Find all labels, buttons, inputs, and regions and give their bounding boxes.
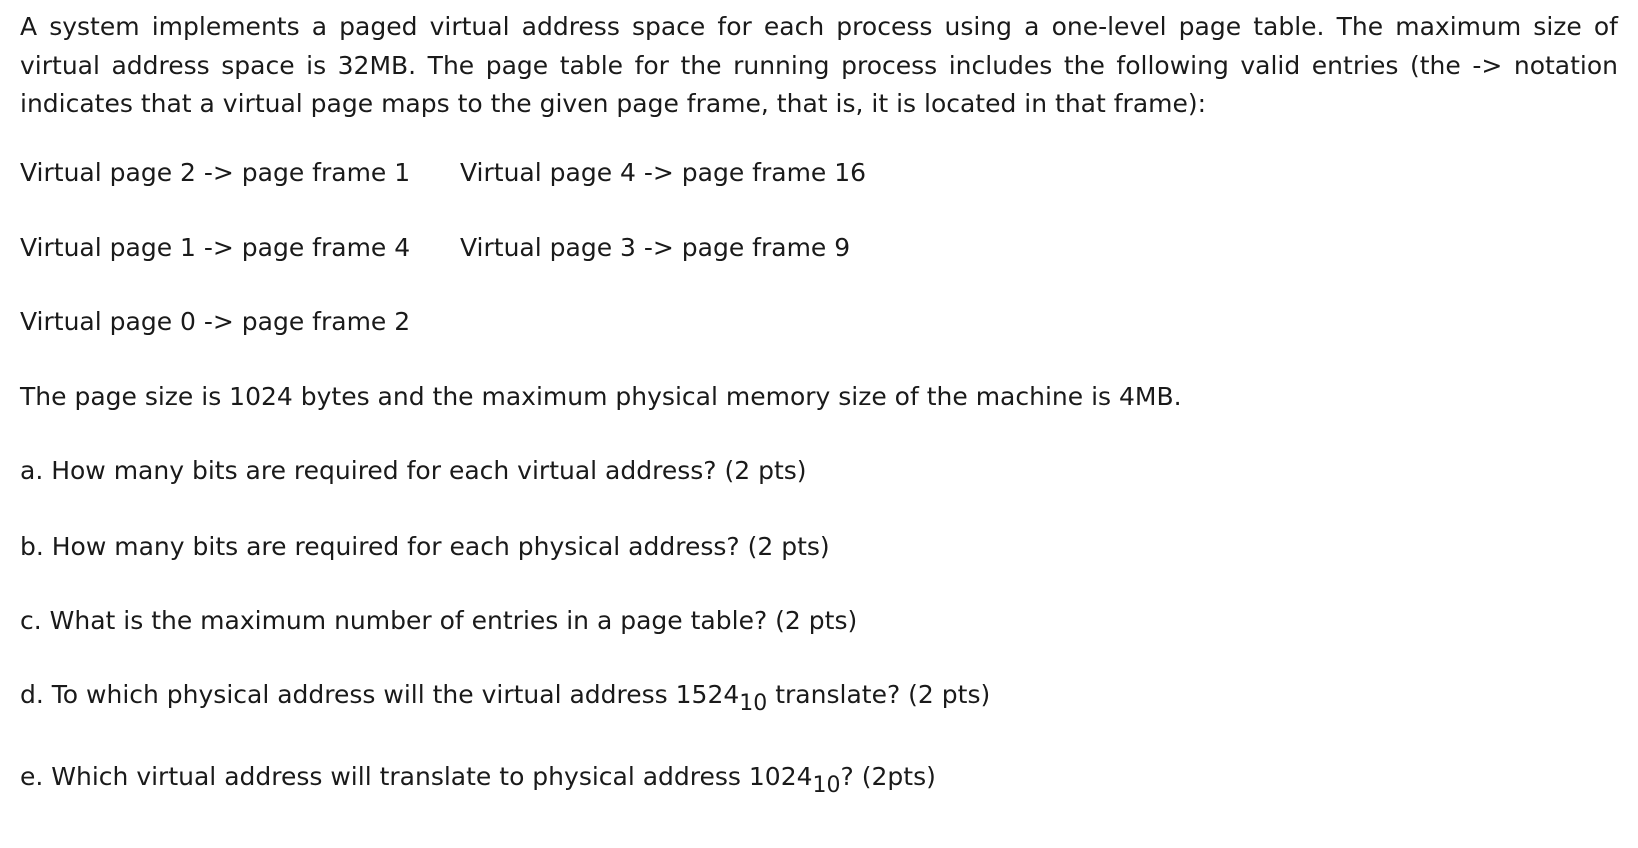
page-info: The page size is 1024 bytes and the maximum physical memory size of the machine is 4MB. (20, 382, 1182, 411)
question-b: b. How many bits are required for each physical address? (2 pts) (20, 532, 830, 561)
question-d (20, 679, 991, 716)
question-d-base: 10 (739, 691, 768, 716)
question-d-suffix: translate? (2 pts) (767, 680, 991, 709)
question-c: c. What is the maximum number of entries in a page table? (2 pts) (20, 606, 858, 635)
intro-paragraph: A system implements a paged virtual address space for each process using a one-level page table. The maximum size of virtual address space is 32MB. The page table for the running process includes the following valid entries (the -> notation indicates that a virtual page maps to the given page frame, that is, it is located in that frame): (20, 12, 1618, 118)
mapping-vp0: Virtual page 0 -> page frame 2 (20, 307, 411, 336)
question-e (20, 761, 936, 798)
mapping-vp4: Virtual page 4 -> page frame 16 (460, 158, 867, 187)
mapping-vp3: Virtual page 3 -> page frame 9 (460, 233, 851, 262)
mapping-vp1: Virtual page 1 -> page frame 4 (20, 233, 411, 262)
mapping-vp2: Virtual page 2 -> page frame 1 (20, 158, 411, 187)
question-e-base: 10 (812, 773, 841, 798)
question-d-text: d. To which physical address will the virtual address 1524 (20, 680, 740, 709)
question-e-text: e. Which virtual address will translate to physical address 1024 (20, 762, 813, 791)
question-e-suffix: ? (2pts) (840, 762, 936, 791)
question-a: a. How many bits are required for each virtual address? (2 pts) (20, 456, 807, 485)
